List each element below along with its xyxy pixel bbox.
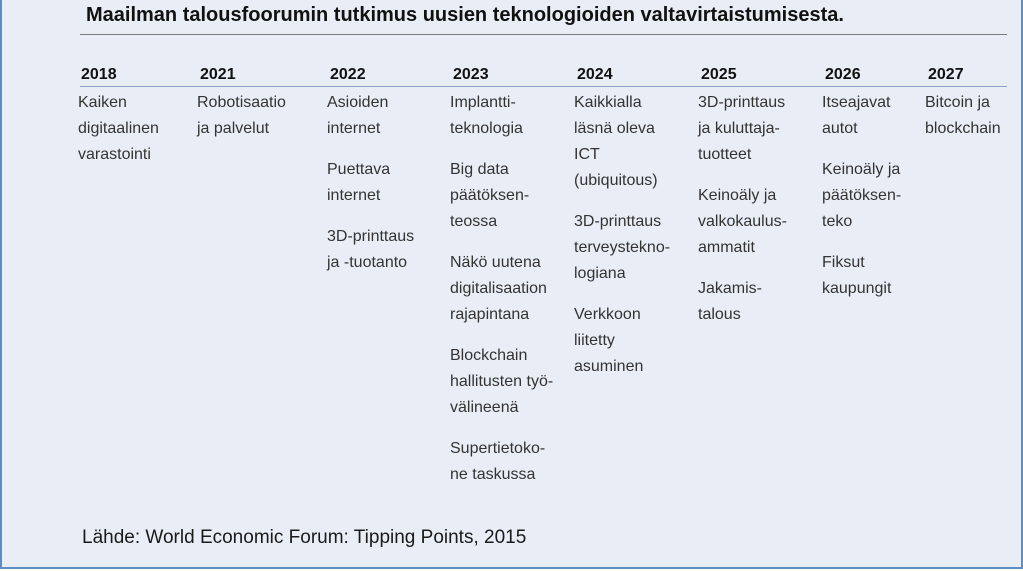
source-caption: Lähde: World Economic Forum: Tipping Points, 2015	[82, 527, 527, 548]
technology-item: Blockchain hallitusten työ- välineenä	[450, 347, 554, 416]
technology-item: Jakamis- talous	[698, 280, 763, 323]
technology-item: Verkkoon liitetty asuminen	[574, 306, 644, 375]
technology-item: Implantti- teknologia	[450, 94, 523, 137]
page-title: Maailman talousfoorumin tutkimus uusien teknologioiden valtavirtaistumisesta.	[86, 4, 844, 26]
year-column-2027	[925, 64, 1017, 157]
technology-item: Asioiden internet	[327, 94, 389, 137]
year-column-2026	[822, 64, 922, 317]
technology-item: Kaiken digitaalinen varastointi	[78, 94, 159, 163]
title-divider	[80, 34, 1007, 35]
technology-item: Näkö uutena digitalisaation rajapintana	[450, 254, 547, 323]
technology-item: Fiksut kaupungit	[822, 254, 892, 297]
year-heading: 2025	[701, 66, 737, 83]
year-column-2023	[450, 64, 572, 503]
technology-item: Kaikkialla läsnä oleva ICT (ubiquitous)	[574, 94, 658, 189]
technology-item: Keinoäly ja päätöksen- teko	[822, 161, 902, 230]
year-column-2025	[698, 64, 820, 343]
year-heading: 2022	[330, 66, 366, 83]
technology-item: 3D-printtaus terveystekno- logiana	[574, 213, 671, 282]
year-column-2021	[197, 64, 325, 157]
year-column-2022	[327, 64, 449, 291]
year-column-2018	[78, 64, 196, 183]
year-heading: 2026	[825, 66, 861, 83]
year-heading: 2023	[453, 66, 489, 83]
technology-item: Itseajavat autot	[822, 94, 891, 137]
year-column-2024	[574, 64, 696, 395]
technology-item: 3D-printtaus ja kuluttaja- tuotteet	[698, 94, 786, 163]
technology-item: Robotisaatio ja palvelut	[197, 94, 286, 137]
year-heading: 2018	[81, 66, 117, 83]
technology-item: Keinoäly ja valkokaulus- ammatit	[698, 187, 787, 256]
technology-item: Puettava internet	[327, 161, 391, 204]
technology-item: Bitcoin ja blockchain	[925, 94, 1001, 137]
technology-item: Supertietoko- ne taskussa	[450, 440, 546, 483]
year-heading: 2027	[928, 66, 964, 83]
technology-item: 3D-printtaus ja -tuotanto	[327, 228, 415, 271]
year-heading: 2024	[577, 66, 613, 83]
technology-item: Big data päätöksen- teossa	[450, 161, 530, 230]
year-heading: 2021	[200, 66, 236, 83]
